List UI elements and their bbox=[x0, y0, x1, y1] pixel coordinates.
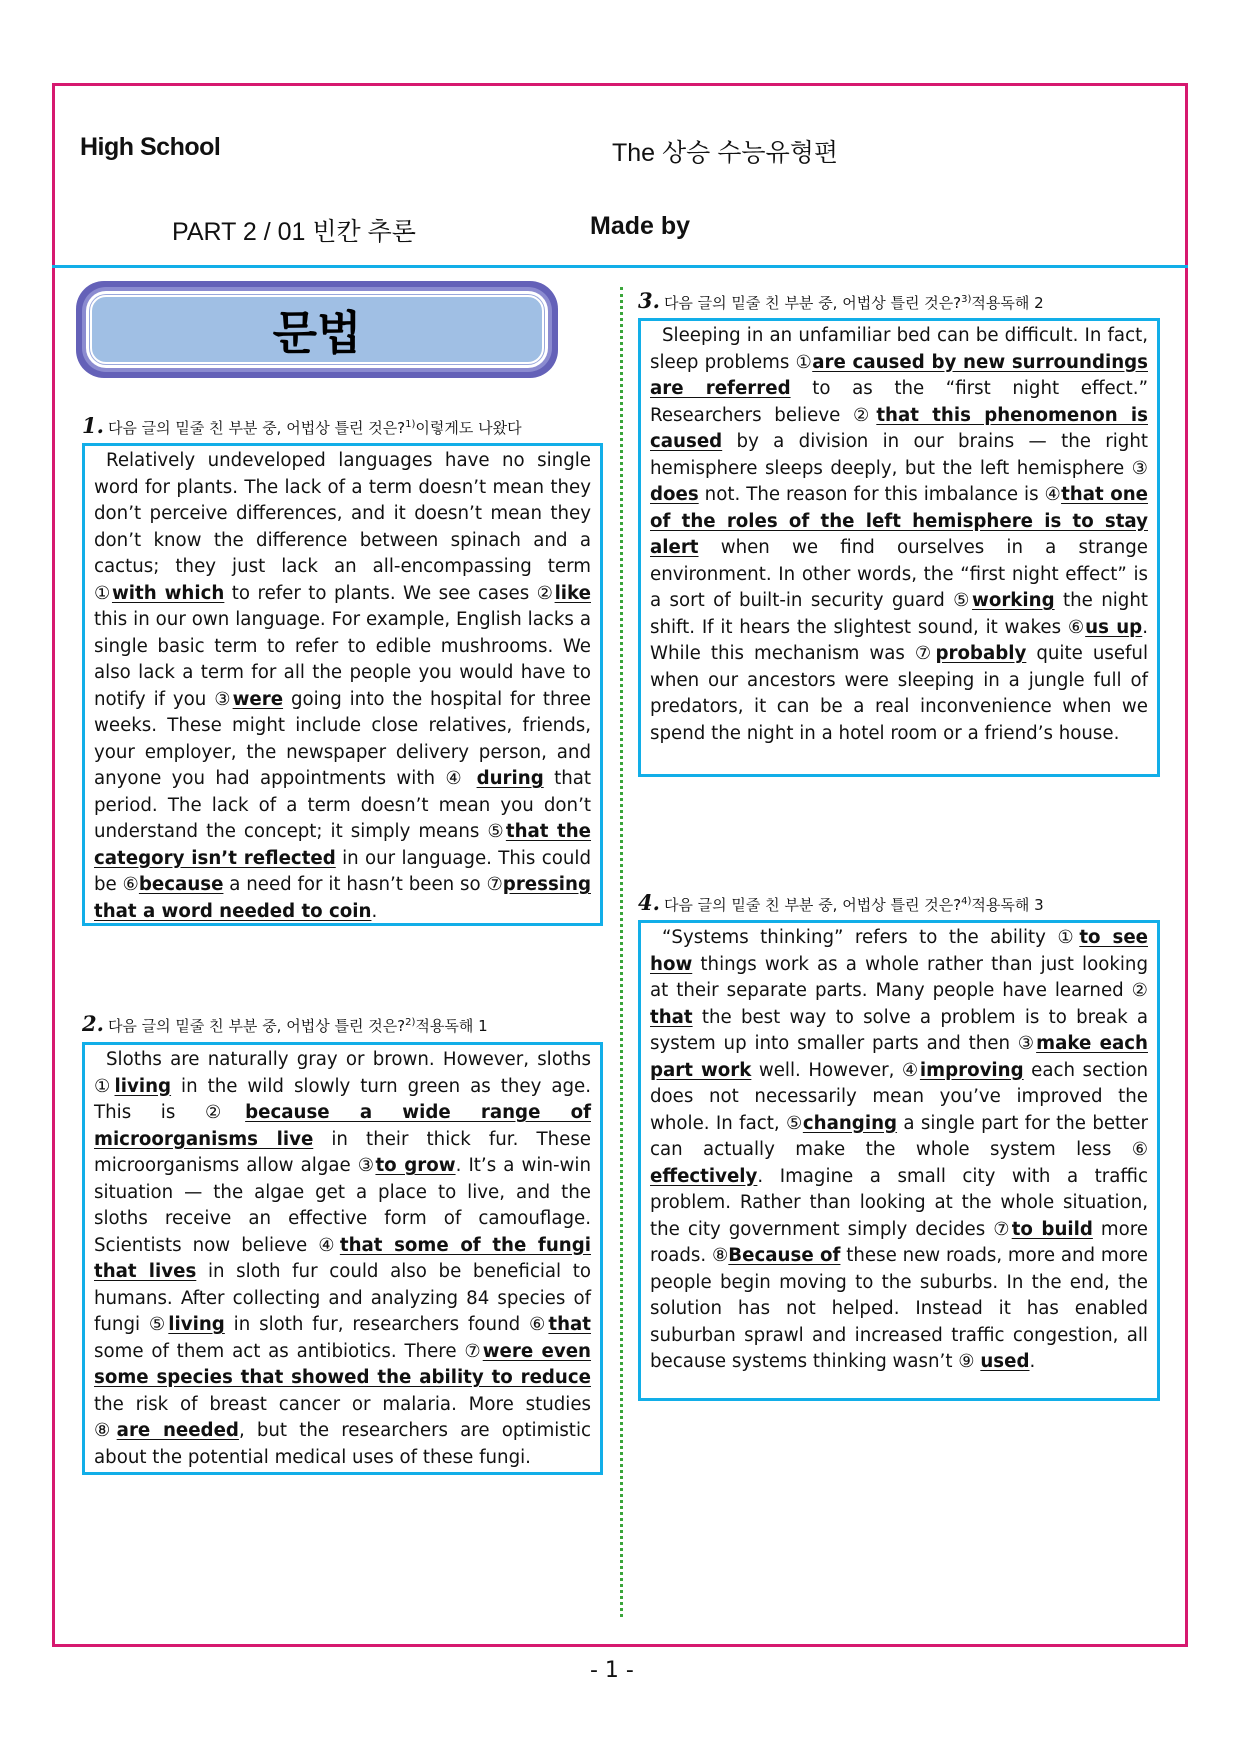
underlined-choice: because a wide range of microorganisms live bbox=[94, 1102, 591, 1150]
question-prompt: 다음 글의 밑줄 친 부분 중, 어법상 틀린 것은? bbox=[663, 896, 962, 914]
question-number: 3. bbox=[638, 288, 660, 313]
passage-segment: things work as a whole rather than just looking at their separate parts. Many people have learned ② bbox=[650, 953, 1148, 1001]
underlined-choice: were even some species that showed the ability to reduce bbox=[94, 1340, 592, 1388]
passage-segment: the risk of breast cancer or malaria. More studies ⑧ bbox=[94, 1393, 591, 1441]
passage-segment: this in our own language. For example, English lacks a single basic term to refer to edible mushrooms. We also lack a term for all the people you would have to notify if you ③ bbox=[94, 609, 591, 710]
passage-segment: each section does not necessarily mean you’ve improved the whole. In fact, ⑤ bbox=[650, 1059, 1148, 1134]
header-made-by: Made by bbox=[590, 212, 691, 240]
question-prompt: 다음 글의 밑줄 친 부분 중, 어법상 틀린 것은? bbox=[107, 1017, 406, 1035]
passage-segment: . While this mechanism was ⑦ bbox=[650, 616, 1148, 664]
footnote-marker: 1) bbox=[405, 419, 416, 430]
passage-segment: the night shift. If it hears the slightest sound, it wakes ⑥ bbox=[650, 590, 1148, 638]
section-title: 문법 bbox=[272, 305, 362, 360]
question-1-passage bbox=[82, 443, 603, 926]
underlined-choice: that bbox=[650, 1006, 693, 1028]
question-1-heading bbox=[82, 413, 522, 438]
banner-ring bbox=[82, 287, 552, 372]
footnote-marker: 2) bbox=[405, 1017, 416, 1028]
banner-fill bbox=[90, 295, 544, 364]
passage-segment: a need for it hasn’t been so ⑦ bbox=[223, 874, 503, 895]
passage-segment: not. The reason for this imbalance is ④ bbox=[698, 484, 1062, 505]
footnote-marker: 4) bbox=[961, 896, 972, 907]
passage-segment: , but the researchers are optimistic about the potential medical uses of these fungi. bbox=[94, 1420, 591, 1468]
passage-segment: to refer to plants. We see cases ② bbox=[224, 582, 555, 604]
passage-segment: when we find ourselves in a strange environment. In other words, the “first night effect” is a sort of built-in security guard ⑤ bbox=[650, 537, 1148, 611]
passage-text bbox=[650, 323, 1148, 747]
underlined-choice: probably bbox=[935, 643, 1027, 664]
passage-segment: in the wild slowly turn green as they age. This is ② bbox=[94, 1075, 591, 1123]
banner-ring-inner bbox=[86, 291, 548, 368]
passage-segment: by a division in our brains — the right hemisphere sleeps deeply, but the left hemisphere ③ bbox=[650, 431, 1148, 479]
passage-segment: more roads. ⑧ bbox=[650, 1218, 1148, 1266]
underlined-choice: that bbox=[548, 1314, 591, 1335]
question-prompt: 다음 글의 밑줄 친 부분 중, 어법상 틀린 것은? bbox=[107, 419, 406, 437]
passage-segment: going into the hospital for three weeks. These might include close relatives, friends, your employer, the newspaper delivery person, and anyone you had appointments with ④ bbox=[94, 688, 591, 789]
passage-text bbox=[650, 925, 1148, 1376]
underlined-choice: are caused by new surroundings are referred bbox=[650, 351, 1148, 399]
question-source: 적용독해 1 bbox=[415, 1017, 488, 1035]
passage-segment: in our language. This could be ⑥ bbox=[94, 847, 591, 895]
underlined-choice: does bbox=[650, 484, 699, 505]
question-number: 4. bbox=[638, 890, 660, 915]
passage-segment: Sleeping in an unfamiliar bed can be difficult. In fact, sleep problems ① bbox=[650, 325, 1148, 373]
passage-segment: to as the “first night effect.” Researchers believe ② bbox=[650, 378, 1148, 426]
passage-segment: in sloth fur, researchers found ⑥ bbox=[224, 1314, 549, 1335]
underlined-choice: to build bbox=[1011, 1218, 1093, 1240]
underlined-choice: are needed bbox=[116, 1420, 239, 1441]
passage-text bbox=[94, 448, 591, 925]
underlined-choice: during bbox=[476, 768, 544, 789]
underlined-choice: that this phenomenon is caused bbox=[650, 404, 1148, 452]
passage-segment: Sloths are naturally gray or brown. However, sloths ① bbox=[94, 1049, 591, 1097]
question-source: 이렇게도 나왔다 bbox=[415, 419, 522, 437]
passage-segment: that period. The lack of a term doesn’t mean you don’t understand the concept; it simply means ⑤ bbox=[94, 768, 592, 842]
question-number: 1. bbox=[82, 413, 104, 438]
underlined-choice: because bbox=[138, 874, 224, 895]
underlined-choice: Because of bbox=[728, 1245, 841, 1266]
header-book-title: The 상승 수능유형편 bbox=[612, 139, 839, 167]
underlined-choice: working bbox=[972, 590, 1055, 611]
passage-segment: . It’s a win-win situation — the algae get a place to live, and the sloths receive an effective form of camouflage. Scientists now believe ④ bbox=[94, 1155, 591, 1256]
underlined-choice: pressing that a word needed to coin bbox=[94, 874, 591, 922]
underlined-choice: were bbox=[232, 688, 284, 710]
question-2-passage bbox=[82, 1042, 603, 1475]
question-source: 적용독해 2 bbox=[971, 294, 1044, 312]
underlined-choice: to grow bbox=[375, 1155, 456, 1176]
question-4-passage bbox=[638, 920, 1160, 1401]
header-part: PART 2 / 01 빈칸 추론 bbox=[172, 218, 416, 246]
passage-segment: the best way to solve a problem is to break a system up into smaller parts and then ③ bbox=[650, 1006, 1148, 1054]
question-3-heading bbox=[638, 288, 1044, 313]
passage-segment: in their thick fur. These microorganisms allow algae ③ bbox=[94, 1128, 591, 1176]
underlined-choice: that one of the roles of the left hemisphere is to stay alert bbox=[650, 484, 1148, 558]
passage-text bbox=[94, 1047, 591, 1471]
question-prompt: 다음 글의 밑줄 친 부분 중, 어법상 틀린 것은? bbox=[663, 294, 962, 312]
underlined-choice: living bbox=[114, 1075, 172, 1097]
passage-segment: well. However, ④ bbox=[751, 1059, 920, 1081]
passage-segment: “Systems thinking” refers to the ability ① bbox=[662, 927, 1080, 948]
column-divider bbox=[620, 287, 623, 1617]
footnote-marker: 3) bbox=[961, 294, 972, 305]
question-2-heading bbox=[82, 1011, 488, 1036]
question-number: 2. bbox=[82, 1011, 104, 1036]
underlined-choice: with which bbox=[111, 582, 225, 604]
passage-segment: in sloth fur could also be beneficial to humans. After collecting and analyzing 84 species of fungi ⑤ bbox=[94, 1261, 591, 1335]
passage-segment: quite useful when our ancestors were sleeping in a jungle full of predators, it can be a real inconvenience when we spend the night in a hotel room or a friend’s house. bbox=[650, 643, 1148, 744]
passage-segment: Relatively undeveloped languages have no single word for plants. The lack of a term doesn’t mean they don’t perceive differences, and it doesn’t mean they don’t know the difference between spinach and a cactus; they just lack an all-encompassing term ① bbox=[94, 450, 591, 604]
question-source: 적용독해 3 bbox=[971, 896, 1044, 914]
underlined-choice: effectively bbox=[650, 1165, 758, 1187]
passage-segment: . Imagine a small city with a traffic problem. Rather than looking at the whole situation, the city government simply decides ⑦ bbox=[650, 1165, 1148, 1240]
underlined-choice: to see how bbox=[650, 927, 1148, 975]
underlined-choice: like bbox=[554, 582, 591, 604]
header-rule bbox=[52, 265, 1188, 268]
underlined-choice: used bbox=[980, 1351, 1030, 1372]
underlined-choice: living bbox=[168, 1314, 225, 1335]
underlined-choice: make each part work bbox=[650, 1033, 1148, 1081]
page-number: - 1 - bbox=[590, 1658, 634, 1683]
passage-segment: these new roads, more and more people begin moving to the suburbs. In the end, the solution has not helped. Instead it has enabled suburban sprawl and increased traffic congestion, all because systems thinking wasn’t ⑨ bbox=[650, 1245, 1148, 1372]
passage-segment: some of them act as antibiotics. There ⑦ bbox=[94, 1340, 483, 1362]
underlined-choice: that some of the fungi that lives bbox=[94, 1234, 591, 1282]
passage-segment: a single part for the better can actually make the whole system less ⑥ bbox=[650, 1112, 1148, 1160]
passage-segment: . bbox=[371, 900, 378, 922]
passage-segment: . bbox=[1029, 1351, 1036, 1372]
underlined-choice: changing bbox=[802, 1112, 898, 1134]
question-4-heading bbox=[638, 890, 1044, 915]
underlined-choice: that the category isn’t reflected bbox=[94, 821, 592, 869]
header-school: High School bbox=[80, 133, 221, 161]
section-banner bbox=[76, 281, 558, 378]
question-3-passage bbox=[638, 318, 1160, 777]
underlined-choice: improving bbox=[919, 1059, 1024, 1081]
underlined-choice: us up bbox=[1085, 616, 1143, 638]
